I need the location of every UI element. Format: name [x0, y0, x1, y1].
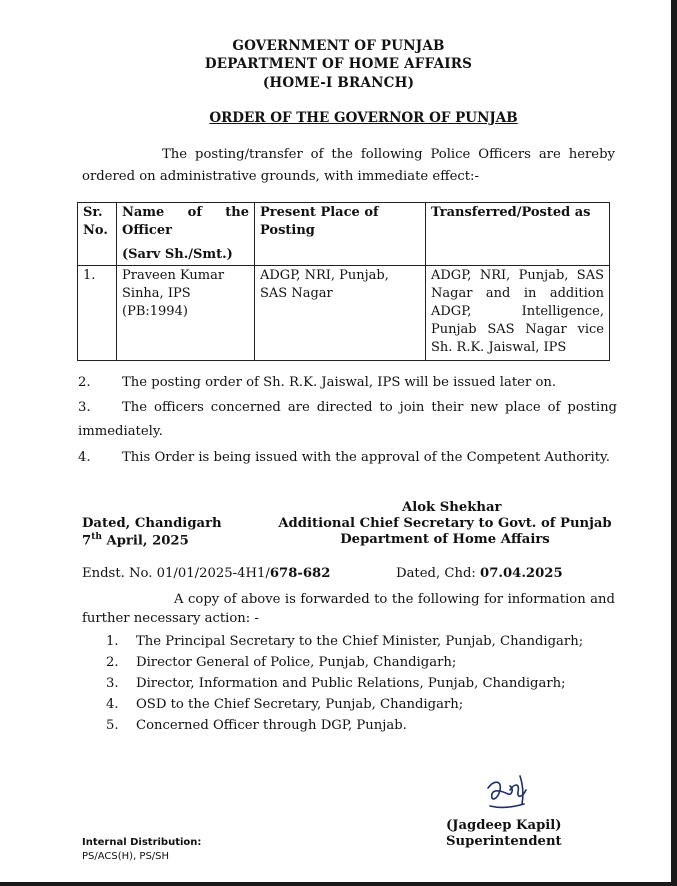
header-present: Present Place of Posting [255, 203, 426, 266]
list-item [106, 716, 614, 736]
paragraph-number: 4. [78, 450, 91, 465]
recipients-list [106, 632, 614, 737]
cell-present: ADGP, NRI, Punjab, SAS Nagar [255, 266, 426, 361]
forward-paragraph: A copy of above is forwarded to the following for information and further necessary action: - [82, 592, 615, 626]
date-ordinal: th [91, 532, 102, 542]
cell-transferred: ADGP, NRI, Punjab, SAS Nagar and in addition ADGP, Intelligence, Punjab SAS Nagar vice Sh. R.K. Jaiswal, IPS [426, 266, 610, 361]
scan-border-bottom [0, 882, 677, 886]
scan-border-right [671, 0, 677, 886]
govt-heading: GOVERNMENT OF PUNJAB [232, 38, 445, 54]
paragraph-text: The posting order of Sh. R.K. Jaiswal, IPS will be issued later on. [122, 375, 557, 390]
endorsement-date-value: 07.04.2025 [480, 566, 563, 581]
list-item [106, 695, 614, 715]
list-item [106, 674, 614, 694]
item-text: Concerned Officer through DGP, Punjab. [136, 718, 407, 733]
cell-name: Praveen Kumar Sinha, IPS (PB:1994) [117, 266, 255, 361]
table-header-row [78, 203, 610, 266]
table-row [78, 266, 610, 361]
signatory-name: Alok Shekhar [402, 500, 502, 515]
intro-paragraph: The posting/transfer of the following Police Officers are hereby ordered on administrative grounds, with immediate effect:- [82, 147, 615, 184]
paragraph-number: 3. [78, 400, 91, 415]
paragraph-3 [78, 396, 617, 444]
date-day: 7 [82, 533, 92, 549]
paragraph-4 [78, 446, 617, 470]
signatory-department: Department of Home Affairs [340, 532, 550, 547]
superintendent-designation: Superintendent [446, 834, 562, 849]
item-number: 1. [106, 634, 119, 649]
header-sr: Sr. No. [78, 203, 117, 266]
header-name-label: Name of the Officer [122, 205, 249, 238]
endorsement-prefix: Endst. No. 01/01/2025-4H1/ [82, 566, 270, 581]
paragraph-text: This Order is being issued with the approval of the Competent Authority. [122, 450, 610, 465]
endorsement-date [396, 566, 563, 581]
list-item [106, 653, 614, 673]
list-item [106, 632, 614, 652]
item-number: 3. [106, 676, 119, 691]
item-text: The Principal Secretary to the Chief Minister, Punjab, Chandigarh; [136, 634, 584, 649]
endorsement-number [82, 566, 330, 581]
paragraph-number: 2. [78, 375, 91, 390]
item-number: 5. [106, 718, 119, 733]
order-title: ORDER OF THE GOVERNOR OF PUNJAB [209, 110, 518, 126]
endorsement-range: 678-682 [269, 566, 331, 581]
signatory-designation: Additional Chief Secretary to Govt. of Punjab [278, 516, 612, 531]
header-transferred: Transferred/Posted as [426, 203, 610, 266]
date-rest: April, 2025 [101, 533, 189, 549]
paragraph-text: The officers concerned are directed to join their new place of posting immediately. [78, 400, 617, 439]
branch-heading: (HOME-I BRANCH) [262, 75, 415, 91]
paragraph-2 [78, 371, 617, 395]
dated-date [82, 532, 189, 548]
header-name [117, 203, 255, 266]
item-number: 2. [106, 655, 119, 670]
internal-distribution-label: Internal Distribution: [82, 837, 202, 848]
internal-distribution-list: PS/ACS(H), PS/SH [82, 851, 170, 862]
item-number: 4. [106, 697, 119, 712]
dated-place: Dated, Chandigarh [82, 516, 222, 531]
handwritten-signature [480, 770, 540, 812]
superintendent-name: (Jagdeep Kapil) [446, 818, 562, 833]
header-name-sub: (Sarv Sh./Smt.) [122, 247, 233, 262]
officers-table [77, 202, 610, 361]
item-text: Director General of Police, Punjab, Chandigarh; [136, 655, 457, 670]
endorsement-date-label: Dated, Chd: [396, 566, 481, 581]
cell-sr: 1. [78, 266, 117, 361]
department-heading: DEPARTMENT OF HOME AFFAIRS [204, 56, 473, 72]
item-text: Director, Information and Public Relations, Punjab, Chandigarh; [136, 676, 566, 691]
item-text: OSD to the Chief Secretary, Punjab, Chandigarh; [136, 697, 464, 712]
